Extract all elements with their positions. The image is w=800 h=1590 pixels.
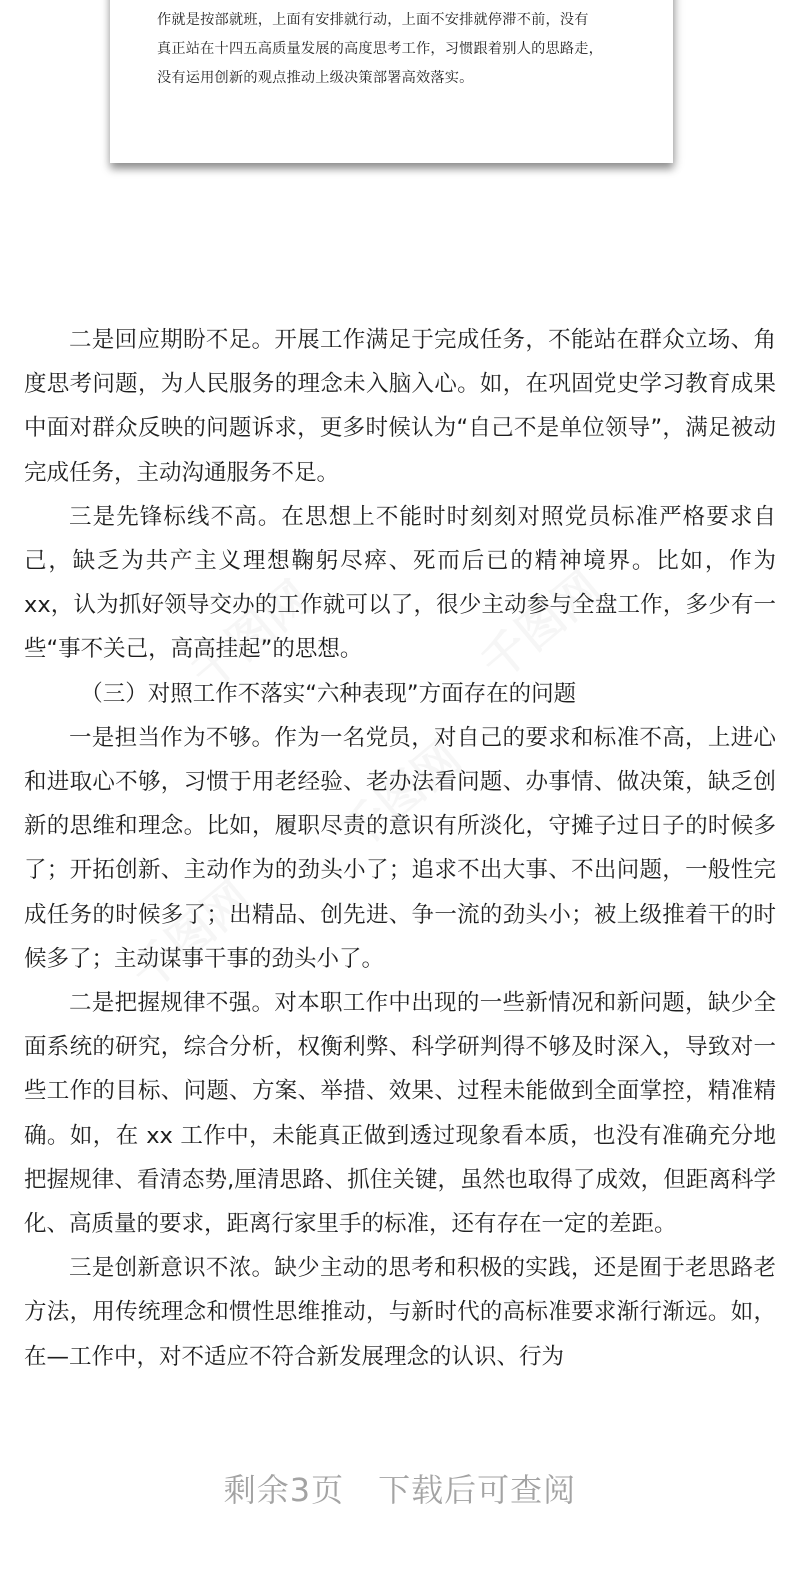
download-to-view-text[interactable]: 下载后可查阅 [378, 1471, 577, 1509]
preview-line: 真正站在十四五高质量发展的高度思考工作，习惯跟着别人的思路走， [157, 41, 604, 57]
preview-line: 作就是按部就班，上面有安排就行动，上面不安排就停滞不前，没有 [157, 12, 589, 28]
paragraph: 一是担当作为不够。作为一名党员，对自己的要求和标准不高，上进心和进取心不够，习惯于用老经验、老办法看问题、办事情、做决策，缺乏创新的思维和理念。比如，履职尽责的意识有所淡化，守摊子过日子的时候多了；开拓创新、主动作为的劲头小了；追求不出大事、不出问题，一般性完成任务的时候多了；出精品、创先进、争一流的劲头小；被上级推着干的时候多了；主动谋事干事的劲头小了。 [24, 724, 776, 972]
paragraph: 二是把握规律不强。对本职工作中出现的一些新情况和新问题，缺少全面系统的研究，综合分析，权衡利弊、科学研判得不够及时深入，导致对一些工作的目标、问题、方案、举措、效果、过程未能做到全面掌控，精准精确。如，在 xx 工作中，未能真正做到透过现象看本质，也没有准确充分地把握规律、看清态势,厘清思路、抓住关键，虽然也取得了成效，但距离科学化、高质量的要求，距离行家里手的标准，还有存在一定的差距。 [24, 990, 776, 1238]
download-prompt[interactable] [0, 1465, 800, 1511]
paragraph: 三是先锋标线不高。在思想上不能时时刻刻对照党员标准严格要求自己，缺乏为共产主义理想鞠躬尽瘁、死而后已的精神境界。比如，作为 xx，认为抓好领导交办的工作就可以了，很少主动参与全盘工作，多少有一些“事不关己，高高挂起”的思想。 [24, 503, 776, 663]
preview-line: 没有运用创新的观点推动上级决策部署高效落实。 [157, 70, 474, 86]
preview-page-text [157, 6, 637, 93]
paragraph: 三是创新意识不浓。缺少主动的思考和积极的实践，还是囿于老思路老方法，用传统理念和惯性思维推动，与新时代的高标准要求渐行渐远。如，在—工作中，对不适应不符合新发展理念的认识、行为 [24, 1255, 776, 1370]
preview-page-card [110, 0, 673, 163]
document-body [24, 318, 776, 1379]
section-heading: （三）对照工作不落实“六种表现”方面存在的问题 [80, 680, 577, 707]
paragraph: 二是回应期盼不足。开展工作满足于完成任务，不能站在群众立场、角度思考问题，为人民服务的理念未入脑入心。如，在巩固党史学习教育成果中面对群众反映的问题诉求，更多时候认为“自己不是单位领导”，满足被动完成任务，主动沟通服务不足。 [24, 327, 776, 486]
remaining-pages-text[interactable]: 剩余3页 [223, 1471, 345, 1509]
